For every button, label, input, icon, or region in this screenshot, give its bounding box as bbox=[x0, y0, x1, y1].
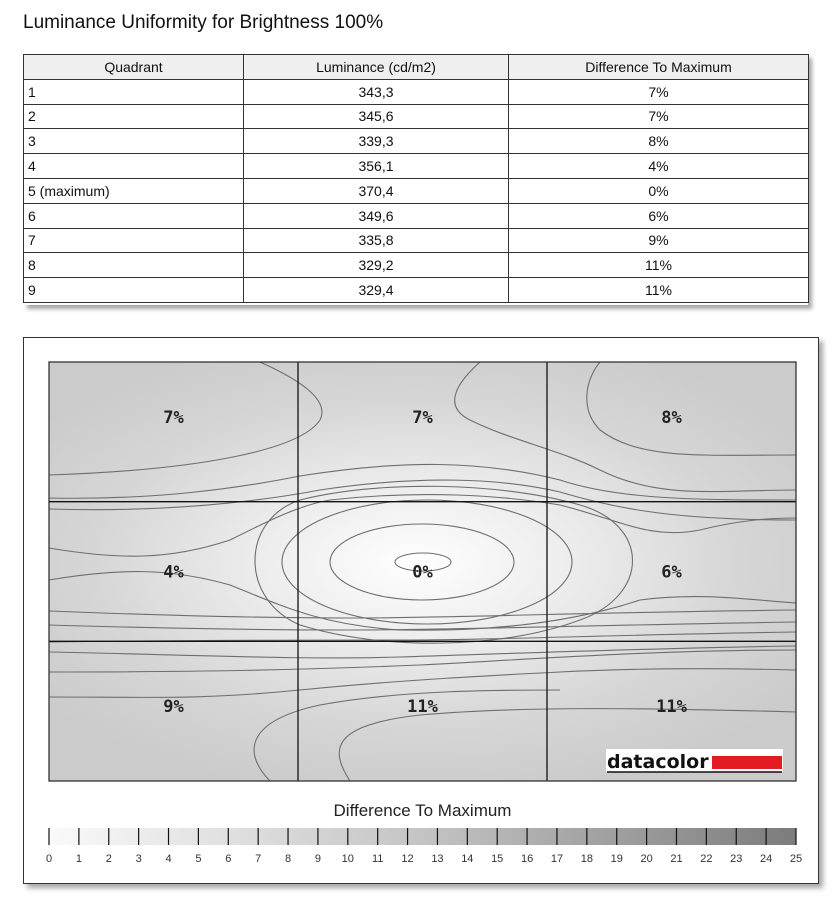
cell-quadrant: 8 bbox=[24, 253, 244, 278]
cell-luminance: 343,3 bbox=[244, 79, 509, 104]
legend-tick-label: 19 bbox=[610, 853, 623, 865]
legend-tick-label: 18 bbox=[580, 853, 593, 865]
cell-difference: 0% bbox=[509, 178, 809, 203]
cell-luminance: 329,2 bbox=[244, 253, 509, 278]
cell-difference: 11% bbox=[509, 278, 809, 303]
logo-text: datacolor bbox=[607, 751, 709, 773]
cell-quadrant: 5 (maximum) bbox=[24, 178, 244, 203]
cell-luminance: 329,4 bbox=[244, 278, 509, 303]
legend-tick-label: 0 bbox=[45, 853, 53, 865]
legend-tick-label: 22 bbox=[700, 853, 713, 865]
header-quadrant: Quadrant bbox=[24, 55, 244, 80]
legend-tick-label: 12 bbox=[401, 853, 414, 865]
legend-tick-label: 1 bbox=[75, 853, 82, 865]
cell-difference: 11% bbox=[509, 253, 809, 278]
legend-tick-label: 24 bbox=[759, 853, 773, 865]
cell-quadrant: 7 bbox=[24, 228, 244, 253]
cell-luminance: 339,3 bbox=[244, 129, 509, 154]
legend-tick-label: 8 bbox=[284, 853, 292, 865]
legend-tick-label: 16 bbox=[520, 853, 534, 865]
cell-luminance: 356,1 bbox=[244, 154, 509, 179]
cell-difference: 9% bbox=[509, 228, 809, 253]
legend-tick-label: 5 bbox=[195, 853, 202, 865]
cell-quadrant: 3 bbox=[24, 129, 244, 154]
quadrant-label: 8% bbox=[661, 407, 682, 428]
quadrant-label: 11% bbox=[656, 697, 687, 718]
cell-luminance: 345,6 bbox=[244, 104, 509, 129]
legend-tick-label: 10 bbox=[341, 853, 354, 865]
cell-difference: 6% bbox=[509, 203, 809, 228]
cell-quadrant: 2 bbox=[24, 104, 244, 129]
legend-tick-label: 15 bbox=[491, 853, 504, 865]
cell-quadrant: 6 bbox=[24, 203, 244, 228]
quadrant-label: 11% bbox=[407, 697, 438, 718]
cell-difference: 7% bbox=[509, 104, 809, 129]
legend-tick-label: 2 bbox=[105, 853, 112, 865]
legend-tick-label: 13 bbox=[431, 853, 444, 865]
legend-tick-label: 21 bbox=[670, 853, 683, 865]
cell-luminance: 349,6 bbox=[244, 203, 509, 228]
legend-tick-label: 14 bbox=[461, 853, 474, 865]
logo-red-bar bbox=[712, 756, 782, 769]
cell-quadrant: 9 bbox=[24, 278, 244, 303]
legend-tick-label: 4 bbox=[165, 853, 172, 865]
legend-tick-label: 11 bbox=[371, 853, 384, 865]
legend-scale-bar bbox=[49, 828, 796, 845]
header-luminance: Luminance (cd/m2) bbox=[244, 55, 509, 80]
cell-luminance: 370,4 bbox=[244, 178, 509, 203]
cell-difference: 4% bbox=[509, 154, 809, 179]
cell-luminance: 335,8 bbox=[244, 228, 509, 253]
quadrant-label: 7% bbox=[163, 407, 184, 428]
quadrant-label: 9% bbox=[163, 697, 184, 718]
quadrant-label: 6% bbox=[661, 562, 682, 583]
legend-tick-label: 25 bbox=[789, 853, 803, 865]
quadrant-label: 7% bbox=[412, 407, 433, 428]
quadrant-label: 4% bbox=[163, 562, 184, 583]
legend-tick-label: 7 bbox=[255, 853, 262, 865]
cell-quadrant: 4 bbox=[24, 154, 244, 179]
legend-tick-label: 23 bbox=[730, 853, 743, 865]
page-title: Luminance Uniformity for Brightness 100% bbox=[23, 12, 384, 33]
legend-tick-label: 17 bbox=[550, 853, 564, 865]
cell-quadrant: 1 bbox=[24, 79, 244, 104]
cell-difference: 8% bbox=[509, 129, 809, 154]
legend-tick-label: 20 bbox=[640, 853, 653, 865]
header-difference: Difference To Maximum bbox=[509, 55, 809, 80]
datacolor-logo bbox=[606, 749, 783, 773]
quadrant-label: 0% bbox=[412, 562, 433, 583]
legend-tick-label: 9 bbox=[314, 853, 321, 865]
legend-tick-label: 6 bbox=[225, 853, 232, 865]
cell-difference: 7% bbox=[509, 79, 809, 104]
legend-title: Difference To Maximum bbox=[333, 801, 512, 820]
legend-tick-label: 3 bbox=[135, 853, 142, 865]
